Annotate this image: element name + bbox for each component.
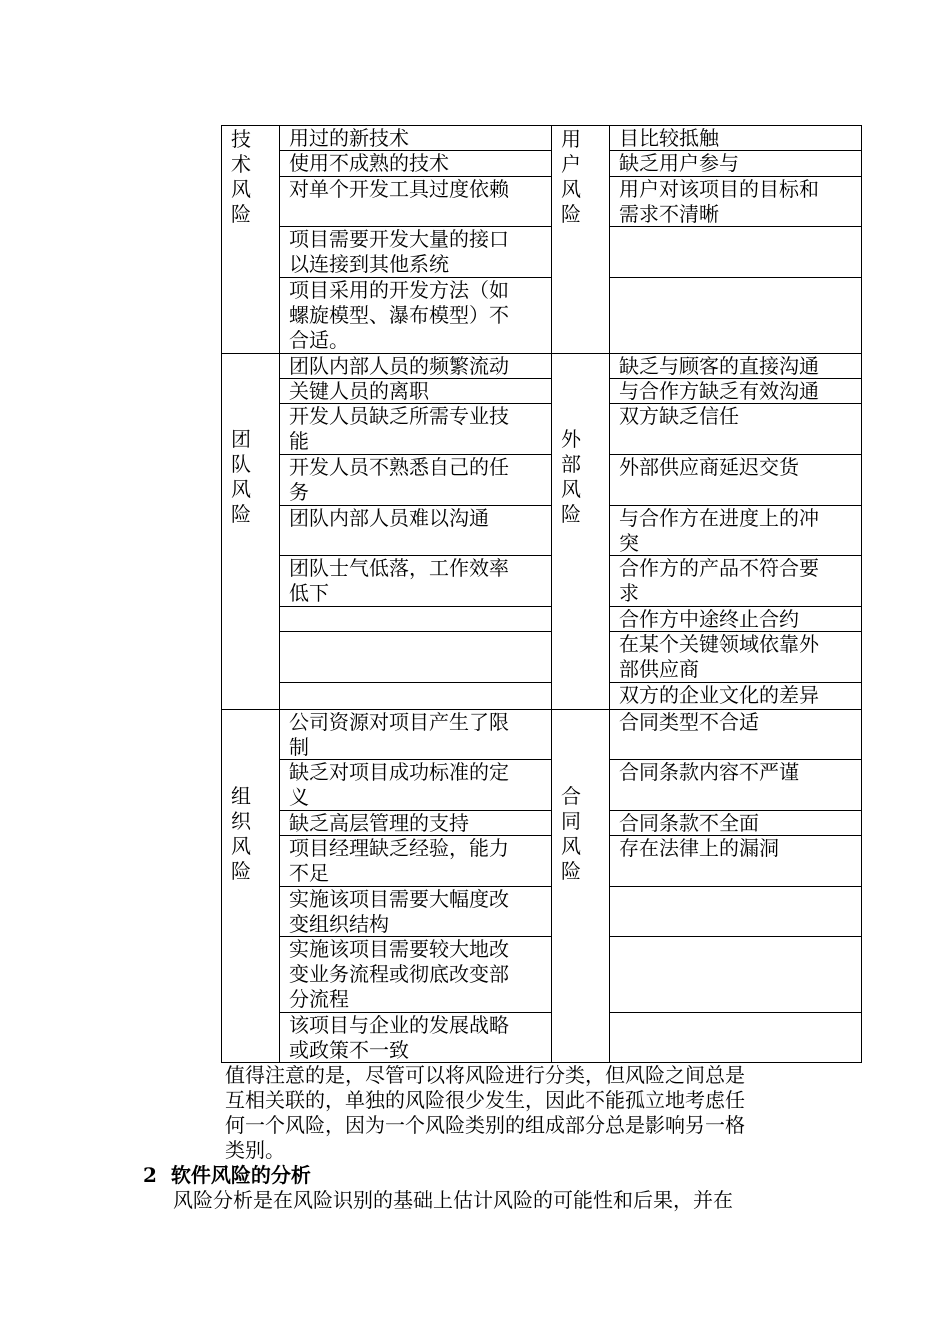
category-label-right: 用 户 风 险: [561, 127, 581, 226]
left-cell-text: 团队内部人员难以沟通: [289, 506, 489, 530]
left-cell-text: 合适。: [289, 328, 349, 352]
table-row-border: [609, 1012, 861, 1013]
category-label-left: 技 术 风 险: [231, 127, 251, 226]
table-column-border: [609, 125, 610, 1063]
left-cell-text: 变业务流程或彻底改变部: [289, 962, 509, 986]
table-row-border: [609, 886, 861, 887]
left-cell-text: 对单个开发工具过度依赖: [289, 177, 509, 201]
table-row-border: [279, 682, 551, 683]
left-cell-text: 实施该项目需要大幅度改: [289, 887, 509, 911]
left-cell-text: 以连接到其他系统: [289, 252, 449, 276]
left-cell-text: 缺乏高层管理的支持: [289, 811, 469, 835]
table-column-border: [551, 125, 552, 1063]
right-cell-text: 合同类型不合适: [619, 710, 759, 734]
note-line: 互相关联的，单独的风险很少发生，因此不能孤立地考虑任: [225, 1088, 745, 1112]
left-cell-text: 分流程: [289, 987, 349, 1011]
right-cell-text: 部供应商: [619, 657, 699, 681]
section-heading: [143, 1163, 311, 1188]
left-cell-text: 义: [289, 785, 309, 809]
left-cell-text: 制: [289, 735, 309, 759]
left-cell-text: 团队内部人员的频繁流动: [289, 354, 509, 378]
left-cell-text: 实施该项目需要较大地改: [289, 937, 509, 961]
left-cell-text: 团队士气低落，工作效率: [289, 556, 509, 580]
right-cell-text: 用户对该项目的目标和: [619, 177, 819, 201]
left-cell-text: 项目需要开发大量的接口: [289, 227, 509, 251]
table-row-border: [609, 936, 861, 937]
left-cell-text: 缺乏对项目成功标准的定: [289, 760, 509, 784]
category-label-left: 组 织 风 险: [231, 784, 251, 883]
left-cell-text: 务: [289, 480, 309, 504]
right-cell-text: 合作方中途终止合约: [619, 607, 799, 631]
left-cell-text: 关键人员的离职: [289, 379, 429, 403]
category-label-right: 合 同 风 险: [561, 784, 581, 883]
left-cell-text: 能: [289, 429, 309, 453]
right-cell-text: 与合作方在进度上的冲: [619, 506, 819, 530]
table-row-border: [279, 606, 551, 607]
left-cell-text: 开发人员缺乏所需专业技: [289, 404, 509, 428]
right-cell-text: 合同条款内容不严谨: [619, 760, 799, 784]
left-cell-text: 变组织结构: [289, 912, 389, 936]
right-cell-text: 合同条款不全面: [619, 811, 759, 835]
right-cell-text: 双方缺乏信任: [619, 404, 739, 428]
table-column-border: [279, 125, 280, 1063]
right-cell-text: 缺乏与顾客的直接沟通: [619, 354, 819, 378]
table-row-border: [609, 277, 861, 278]
right-cell-text: 求: [619, 581, 639, 605]
table-column-border: [221, 125, 222, 1063]
note-line: 类别。: [225, 1138, 285, 1162]
right-cell-text: 与合作方缺乏有效沟通: [619, 379, 819, 403]
section-title: 软件风险的分析: [170, 1163, 311, 1187]
right-cell-text: 合作方的产品不符合要: [619, 556, 819, 580]
left-cell-text: 公司资源对项目产生了限: [289, 710, 509, 734]
left-cell-text: 该项目与企业的发展战略: [289, 1013, 509, 1037]
note-line: 何一个风险，因为一个风险类别的组成部分总是影响另一格: [225, 1113, 745, 1137]
left-cell-text: 螺旋模型、瀑布模型）不: [289, 303, 509, 327]
left-cell-text: 开发人员不熟悉自己的任: [289, 455, 509, 479]
right-cell-text: 需求不清晰: [619, 202, 719, 226]
section-number: 2: [143, 1163, 157, 1187]
left-cell-text: 或政策不一致: [289, 1038, 409, 1062]
left-cell-text: 用过的新技术: [289, 126, 409, 150]
right-cell-text: 存在法律上的漏洞: [619, 836, 779, 860]
right-cell-text: 外部供应商延迟交货: [619, 455, 799, 479]
right-cell-text: 突: [619, 531, 639, 555]
left-cell-text: 项目经理缺乏经验，能力: [289, 836, 509, 860]
left-cell-text: 不足: [289, 861, 329, 885]
category-label-right: 外 部 风 险: [561, 427, 581, 526]
section-body-line: 风险分析是在风险识别的基础上估计风险的可能性和后果，并在: [173, 1188, 733, 1212]
right-cell-text: 缺乏用户参与: [619, 151, 739, 175]
left-cell-text: 项目采用的开发方法（如: [289, 278, 509, 302]
left-cell-text: 低下: [289, 581, 329, 605]
left-cell-text: 使用不成熟的技术: [289, 151, 449, 175]
right-cell-text: 双方的企业文化的差异: [619, 683, 819, 707]
category-label-left: 团 队 风 险: [231, 427, 251, 526]
table-row-border: [279, 631, 551, 632]
note-line: 值得注意的是，尽管可以将风险进行分类，但风险之间总是: [225, 1063, 745, 1087]
right-cell-text: 目比较抵触: [619, 126, 719, 150]
right-cell-text: 在某个关键领域依靠外: [619, 632, 819, 656]
table-column-border: [861, 125, 862, 1063]
